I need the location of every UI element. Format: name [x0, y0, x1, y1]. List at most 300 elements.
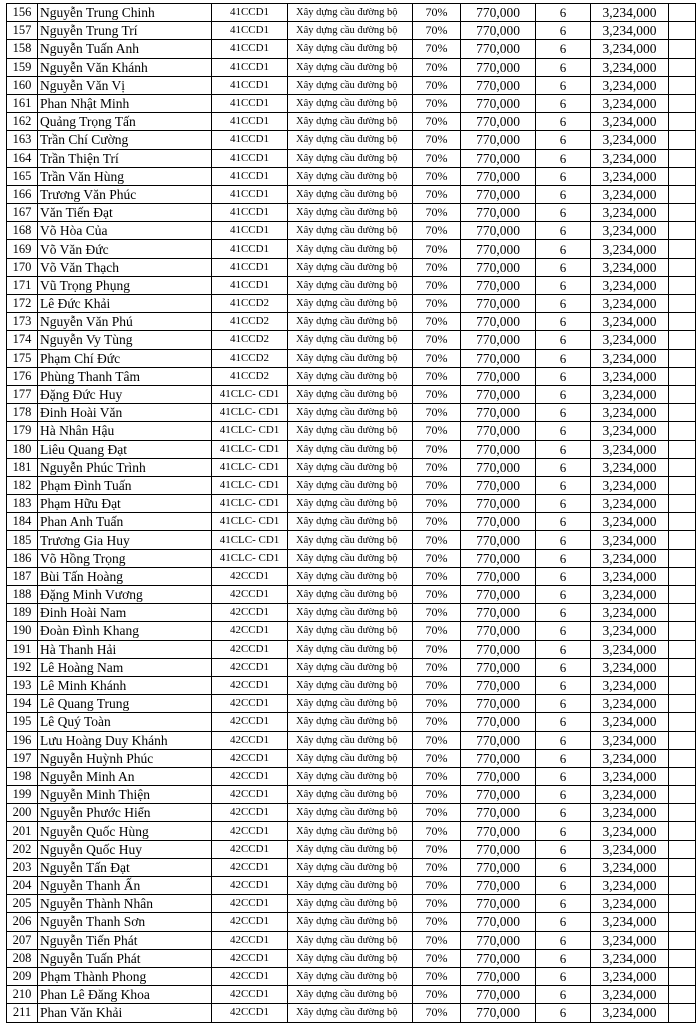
- table-row: [7, 986, 696, 1004]
- major-cell: Xây dựng cầu đường bộ: [288, 604, 413, 622]
- empty-cell: [669, 149, 696, 167]
- class-code-cell: 41CCD2: [212, 313, 288, 331]
- row-number-cell: 175: [7, 349, 38, 367]
- student-name-cell: Phạm Chí Đức: [38, 349, 212, 367]
- table-row: [7, 458, 696, 476]
- months-cell: 6: [536, 567, 591, 585]
- total-amount-cell: 3,234,000: [591, 331, 669, 349]
- total-amount-cell: 3,234,000: [591, 276, 669, 294]
- student-name-cell: Trương Gia Huy: [38, 531, 212, 549]
- percentage-cell: 70%: [413, 349, 461, 367]
- row-number-cell: 202: [7, 840, 38, 858]
- student-name-cell: Hà Thanh Hải: [38, 640, 212, 658]
- total-amount-cell: 3,234,000: [591, 385, 669, 403]
- empty-cell: [669, 58, 696, 76]
- row-number-cell: 194: [7, 695, 38, 713]
- major-cell: Xây dựng cầu đường bộ: [288, 931, 413, 949]
- major-cell: Xây dựng cầu đường bộ: [288, 22, 413, 40]
- amount-cell: 770,000: [461, 4, 536, 22]
- amount-cell: 770,000: [461, 204, 536, 222]
- class-code-cell: 42CCD1: [212, 767, 288, 785]
- total-amount-cell: 3,234,000: [591, 895, 669, 913]
- class-code-cell: 41CCD1: [212, 204, 288, 222]
- class-code-cell: 41CCD1: [212, 131, 288, 149]
- percentage-cell: 70%: [413, 367, 461, 385]
- class-code-cell: 42CCD1: [212, 804, 288, 822]
- class-code-cell: 41CCD1: [212, 167, 288, 185]
- student-name-cell: Phạm Đình Tuấn: [38, 476, 212, 494]
- major-cell: Xây dựng cầu đường bộ: [288, 713, 413, 731]
- total-amount-cell: 3,234,000: [591, 113, 669, 131]
- table-row: [7, 422, 696, 440]
- amount-cell: 770,000: [461, 385, 536, 403]
- major-cell: Xây dựng cầu đường bộ: [288, 149, 413, 167]
- class-code-cell: 41CLC- CD1: [212, 385, 288, 403]
- empty-cell: [669, 877, 696, 895]
- row-number-cell: 184: [7, 513, 38, 531]
- empty-cell: [669, 131, 696, 149]
- months-cell: 6: [536, 949, 591, 967]
- amount-cell: 770,000: [461, 349, 536, 367]
- total-amount-cell: 3,234,000: [591, 94, 669, 112]
- class-code-cell: 41CLC- CD1: [212, 476, 288, 494]
- table-row: [7, 786, 696, 804]
- amount-cell: 770,000: [461, 367, 536, 385]
- amount-cell: 770,000: [461, 240, 536, 258]
- major-cell: Xây dựng cầu đường bộ: [288, 622, 413, 640]
- empty-cell: [669, 804, 696, 822]
- total-amount-cell: 3,234,000: [591, 1004, 669, 1022]
- total-amount-cell: 3,234,000: [591, 640, 669, 658]
- percentage-cell: 70%: [413, 149, 461, 167]
- major-cell: Xây dựng cầu đường bộ: [288, 404, 413, 422]
- amount-cell: 770,000: [461, 440, 536, 458]
- student-name-cell: Võ Văn Đức: [38, 240, 212, 258]
- table-row: [7, 113, 696, 131]
- row-number-cell: 206: [7, 913, 38, 931]
- amount-cell: 770,000: [461, 149, 536, 167]
- amount-cell: 770,000: [461, 185, 536, 203]
- row-number-cell: 181: [7, 458, 38, 476]
- percentage-cell: 70%: [413, 458, 461, 476]
- percentage-cell: 70%: [413, 749, 461, 767]
- total-amount-cell: 3,234,000: [591, 858, 669, 876]
- total-amount-cell: 3,234,000: [591, 40, 669, 58]
- student-name-cell: Võ Văn Thạch: [38, 258, 212, 276]
- total-amount-cell: 3,234,000: [591, 440, 669, 458]
- months-cell: 6: [536, 349, 591, 367]
- major-cell: Xây dựng cầu đường bộ: [288, 895, 413, 913]
- table-row: [7, 276, 696, 294]
- percentage-cell: 70%: [413, 295, 461, 313]
- student-name-cell: Phan Nhật Minh: [38, 94, 212, 112]
- row-number-cell: 176: [7, 367, 38, 385]
- total-amount-cell: 3,234,000: [591, 840, 669, 858]
- table-row: [7, 822, 696, 840]
- student-name-cell: Nguyễn Tuấn Anh: [38, 40, 212, 58]
- months-cell: 6: [536, 840, 591, 858]
- percentage-cell: 70%: [413, 967, 461, 985]
- empty-cell: [669, 295, 696, 313]
- table-row: [7, 749, 696, 767]
- row-number-cell: 166: [7, 185, 38, 203]
- total-amount-cell: 3,234,000: [591, 695, 669, 713]
- major-cell: Xây dựng cầu đường bộ: [288, 840, 413, 858]
- months-cell: 6: [536, 877, 591, 895]
- class-code-cell: 41CCD2: [212, 295, 288, 313]
- total-amount-cell: 3,234,000: [591, 804, 669, 822]
- percentage-cell: 70%: [413, 895, 461, 913]
- total-amount-cell: 3,234,000: [591, 877, 669, 895]
- months-cell: 6: [536, 531, 591, 549]
- class-code-cell: 41CCD1: [212, 149, 288, 167]
- student-name-cell: Đặng Minh Vương: [38, 586, 212, 604]
- class-code-cell: 41CLC- CD1: [212, 404, 288, 422]
- percentage-cell: 70%: [413, 76, 461, 94]
- student-name-cell: Lê Hoàng Nam: [38, 658, 212, 676]
- total-amount-cell: 3,234,000: [591, 476, 669, 494]
- percentage-cell: 70%: [413, 40, 461, 58]
- empty-cell: [669, 531, 696, 549]
- percentage-cell: 70%: [413, 822, 461, 840]
- amount-cell: 770,000: [461, 513, 536, 531]
- class-code-cell: 41CCD1: [212, 185, 288, 203]
- class-code-cell: 41CCD1: [212, 76, 288, 94]
- major-cell: Xây dựng cầu đường bộ: [288, 331, 413, 349]
- student-name-cell: Phạm Hữu Đạt: [38, 495, 212, 513]
- major-cell: Xây dựng cầu đường bộ: [288, 731, 413, 749]
- row-number-cell: 187: [7, 567, 38, 585]
- student-name-cell: Đinh Hoài Nam: [38, 604, 212, 622]
- student-name-cell: Nguyễn Minh An: [38, 767, 212, 785]
- months-cell: 6: [536, 804, 591, 822]
- row-number-cell: 186: [7, 549, 38, 567]
- class-code-cell: 41CCD1: [212, 58, 288, 76]
- student-name-cell: Lê Minh Khánh: [38, 676, 212, 694]
- empty-cell: [669, 1004, 696, 1022]
- months-cell: 6: [536, 713, 591, 731]
- amount-cell: 770,000: [461, 586, 536, 604]
- class-code-cell: 41CCD2: [212, 349, 288, 367]
- class-code-cell: 41CCD1: [212, 222, 288, 240]
- months-cell: 6: [536, 131, 591, 149]
- empty-cell: [669, 931, 696, 949]
- total-amount-cell: 3,234,000: [591, 204, 669, 222]
- row-number-cell: 197: [7, 749, 38, 767]
- total-amount-cell: 3,234,000: [591, 731, 669, 749]
- major-cell: Xây dựng cầu đường bộ: [288, 367, 413, 385]
- months-cell: 6: [536, 549, 591, 567]
- row-number-cell: 172: [7, 295, 38, 313]
- percentage-cell: 70%: [413, 167, 461, 185]
- class-code-cell: 41CCD1: [212, 40, 288, 58]
- student-name-cell: Lê Quang Trung: [38, 695, 212, 713]
- empty-cell: [669, 986, 696, 1004]
- major-cell: Xây dựng cầu đường bộ: [288, 295, 413, 313]
- months-cell: 6: [536, 640, 591, 658]
- amount-cell: 770,000: [461, 1004, 536, 1022]
- amount-cell: 770,000: [461, 258, 536, 276]
- months-cell: 6: [536, 204, 591, 222]
- months-cell: 6: [536, 622, 591, 640]
- amount-cell: 770,000: [461, 313, 536, 331]
- row-number-cell: 183: [7, 495, 38, 513]
- percentage-cell: 70%: [413, 549, 461, 567]
- amount-cell: 770,000: [461, 695, 536, 713]
- total-amount-cell: 3,234,000: [591, 713, 669, 731]
- empty-cell: [669, 385, 696, 403]
- percentage-cell: 70%: [413, 986, 461, 1004]
- total-amount-cell: 3,234,000: [591, 422, 669, 440]
- total-amount-cell: 3,234,000: [591, 767, 669, 785]
- percentage-cell: 70%: [413, 422, 461, 440]
- months-cell: 6: [536, 786, 591, 804]
- amount-cell: 770,000: [461, 767, 536, 785]
- total-amount-cell: 3,234,000: [591, 986, 669, 1004]
- total-amount-cell: 3,234,000: [591, 58, 669, 76]
- table-row: [7, 640, 696, 658]
- months-cell: 6: [536, 240, 591, 258]
- percentage-cell: 70%: [413, 258, 461, 276]
- table-row: [7, 440, 696, 458]
- student-name-cell: Lưu Hoàng Duy Khánh: [38, 731, 212, 749]
- student-name-cell: Võ Hòa Của: [38, 222, 212, 240]
- months-cell: 6: [536, 476, 591, 494]
- class-code-cell: 42CCD1: [212, 913, 288, 931]
- months-cell: 6: [536, 822, 591, 840]
- amount-cell: 770,000: [461, 404, 536, 422]
- class-code-cell: 41CLC- CD1: [212, 458, 288, 476]
- student-name-cell: Phan Văn Khải: [38, 1004, 212, 1022]
- empty-cell: [669, 40, 696, 58]
- row-number-cell: 198: [7, 767, 38, 785]
- total-amount-cell: 3,234,000: [591, 567, 669, 585]
- major-cell: Xây dựng cầu đường bộ: [288, 40, 413, 58]
- student-name-cell: Phan Lê Đăng Khoa: [38, 986, 212, 1004]
- empty-cell: [669, 476, 696, 494]
- empty-cell: [669, 458, 696, 476]
- table-row: [7, 767, 696, 785]
- amount-cell: 770,000: [461, 295, 536, 313]
- total-amount-cell: 3,234,000: [591, 240, 669, 258]
- percentage-cell: 70%: [413, 913, 461, 931]
- months-cell: 6: [536, 440, 591, 458]
- major-cell: Xây dựng cầu đường bộ: [288, 276, 413, 294]
- row-number-cell: 191: [7, 640, 38, 658]
- class-code-cell: 42CCD1: [212, 713, 288, 731]
- table-row: [7, 549, 696, 567]
- empty-cell: [669, 331, 696, 349]
- row-number-cell: 195: [7, 713, 38, 731]
- major-cell: Xây dựng cầu đường bộ: [288, 586, 413, 604]
- student-name-cell: Văn Tiến Đạt: [38, 204, 212, 222]
- table-row: [7, 713, 696, 731]
- months-cell: 6: [536, 931, 591, 949]
- amount-cell: 770,000: [461, 786, 536, 804]
- class-code-cell: 42CCD1: [212, 622, 288, 640]
- empty-cell: [669, 222, 696, 240]
- major-cell: Xây dựng cầu đường bộ: [288, 204, 413, 222]
- table-row: [7, 331, 696, 349]
- total-amount-cell: 3,234,000: [591, 495, 669, 513]
- percentage-cell: 70%: [413, 313, 461, 331]
- months-cell: 6: [536, 967, 591, 985]
- table-row: [7, 367, 696, 385]
- empty-cell: [669, 767, 696, 785]
- table-row: [7, 604, 696, 622]
- amount-cell: 770,000: [461, 713, 536, 731]
- months-cell: 6: [536, 513, 591, 531]
- empty-cell: [669, 840, 696, 858]
- table-row: [7, 313, 696, 331]
- percentage-cell: 70%: [413, 94, 461, 112]
- percentage-cell: 70%: [413, 440, 461, 458]
- total-amount-cell: 3,234,000: [591, 786, 669, 804]
- months-cell: 6: [536, 222, 591, 240]
- total-amount-cell: 3,234,000: [591, 349, 669, 367]
- table-row: [7, 513, 696, 531]
- class-code-cell: 41CLC- CD1: [212, 440, 288, 458]
- table-body: [7, 4, 696, 1023]
- total-amount-cell: 3,234,000: [591, 295, 669, 313]
- months-cell: 6: [536, 331, 591, 349]
- total-amount-cell: 3,234,000: [591, 22, 669, 40]
- empty-cell: [669, 622, 696, 640]
- percentage-cell: 70%: [413, 767, 461, 785]
- empty-cell: [669, 676, 696, 694]
- table-row: [7, 967, 696, 985]
- student-name-cell: Nguyễn Tấn Đạt: [38, 858, 212, 876]
- empty-cell: [669, 604, 696, 622]
- total-amount-cell: 3,234,000: [591, 313, 669, 331]
- percentage-cell: 70%: [413, 513, 461, 531]
- percentage-cell: 70%: [413, 567, 461, 585]
- student-name-cell: Nguyễn Vy Tùng: [38, 331, 212, 349]
- table-row: [7, 858, 696, 876]
- student-name-cell: Nguyễn Văn Khánh: [38, 58, 212, 76]
- total-amount-cell: 3,234,000: [591, 822, 669, 840]
- student-name-cell: Phùng Thanh Tâm: [38, 367, 212, 385]
- major-cell: Xây dựng cầu đường bộ: [288, 695, 413, 713]
- percentage-cell: 70%: [413, 658, 461, 676]
- percentage-cell: 70%: [413, 385, 461, 403]
- class-code-cell: 42CCD1: [212, 695, 288, 713]
- table-row: [7, 58, 696, 76]
- total-amount-cell: 3,234,000: [591, 185, 669, 203]
- empty-cell: [669, 422, 696, 440]
- student-name-cell: Nguyễn Phúc Trình: [38, 458, 212, 476]
- student-name-cell: Nguyễn Tuấn Phát: [38, 949, 212, 967]
- table-row: [7, 658, 696, 676]
- major-cell: Xây dựng cầu đường bộ: [288, 567, 413, 585]
- total-amount-cell: 3,234,000: [591, 913, 669, 931]
- amount-cell: 770,000: [461, 58, 536, 76]
- percentage-cell: 70%: [413, 840, 461, 858]
- percentage-cell: 70%: [413, 276, 461, 294]
- student-name-cell: Liêu Quang Đạt: [38, 440, 212, 458]
- table-row: [7, 895, 696, 913]
- empty-cell: [669, 495, 696, 513]
- months-cell: 6: [536, 695, 591, 713]
- student-name-cell: Trần Chí Cường: [38, 131, 212, 149]
- class-code-cell: 41CLC- CD1: [212, 513, 288, 531]
- total-amount-cell: 3,234,000: [591, 967, 669, 985]
- major-cell: Xây dựng cầu đường bộ: [288, 913, 413, 931]
- student-name-cell: Vũ Trọng Phụng: [38, 276, 212, 294]
- row-number-cell: 170: [7, 258, 38, 276]
- percentage-cell: 70%: [413, 640, 461, 658]
- row-number-cell: 159: [7, 58, 38, 76]
- amount-cell: 770,000: [461, 76, 536, 94]
- row-number-cell: 210: [7, 986, 38, 1004]
- percentage-cell: 70%: [413, 586, 461, 604]
- major-cell: Xây dựng cầu đường bộ: [288, 513, 413, 531]
- row-number-cell: 209: [7, 967, 38, 985]
- major-cell: Xây dựng cầu đường bộ: [288, 240, 413, 258]
- row-number-cell: 168: [7, 222, 38, 240]
- row-number-cell: 156: [7, 4, 38, 22]
- student-name-cell: Đinh Hoài Văn: [38, 404, 212, 422]
- row-number-cell: 200: [7, 804, 38, 822]
- empty-cell: [669, 586, 696, 604]
- student-name-cell: Trần Thiện Trí: [38, 149, 212, 167]
- empty-cell: [669, 749, 696, 767]
- student-name-cell: Lê Đức Khải: [38, 295, 212, 313]
- total-amount-cell: 3,234,000: [591, 658, 669, 676]
- empty-cell: [669, 258, 696, 276]
- major-cell: Xây dựng cầu đường bộ: [288, 676, 413, 694]
- major-cell: Xây dựng cầu đường bộ: [288, 986, 413, 1004]
- months-cell: 6: [536, 258, 591, 276]
- empty-cell: [669, 167, 696, 185]
- student-name-cell: Nguyễn Trung Trí: [38, 22, 212, 40]
- student-name-cell: Nguyễn Quốc Huy: [38, 840, 212, 858]
- total-amount-cell: 3,234,000: [591, 586, 669, 604]
- class-code-cell: 41CCD1: [212, 94, 288, 112]
- empty-cell: [669, 349, 696, 367]
- student-name-cell: Nguyễn Quốc Hùng: [38, 822, 212, 840]
- months-cell: 6: [536, 749, 591, 767]
- months-cell: 6: [536, 76, 591, 94]
- class-code-cell: 41CLC- CD1: [212, 549, 288, 567]
- empty-cell: [669, 204, 696, 222]
- class-code-cell: 41CCD1: [212, 4, 288, 22]
- class-code-cell: 42CCD1: [212, 604, 288, 622]
- amount-cell: 770,000: [461, 967, 536, 985]
- percentage-cell: 70%: [413, 240, 461, 258]
- class-code-cell: 42CCD1: [212, 676, 288, 694]
- table-row: [7, 258, 696, 276]
- empty-cell: [669, 367, 696, 385]
- percentage-cell: 70%: [413, 622, 461, 640]
- major-cell: Xây dựng cầu đường bộ: [288, 749, 413, 767]
- major-cell: Xây dựng cầu đường bộ: [288, 167, 413, 185]
- total-amount-cell: 3,234,000: [591, 149, 669, 167]
- months-cell: 6: [536, 404, 591, 422]
- months-cell: 6: [536, 58, 591, 76]
- student-name-cell: Võ Hồng Trọng: [38, 549, 212, 567]
- percentage-cell: 70%: [413, 877, 461, 895]
- months-cell: 6: [536, 94, 591, 112]
- total-amount-cell: 3,234,000: [591, 622, 669, 640]
- empty-cell: [669, 967, 696, 985]
- major-cell: Xây dựng cầu đường bộ: [288, 495, 413, 513]
- student-name-cell: Nguyễn Tiến Phát: [38, 931, 212, 949]
- major-cell: Xây dựng cầu đường bộ: [288, 967, 413, 985]
- empty-cell: [669, 276, 696, 294]
- student-name-cell: Lê Quý Toàn: [38, 713, 212, 731]
- table-row: [7, 931, 696, 949]
